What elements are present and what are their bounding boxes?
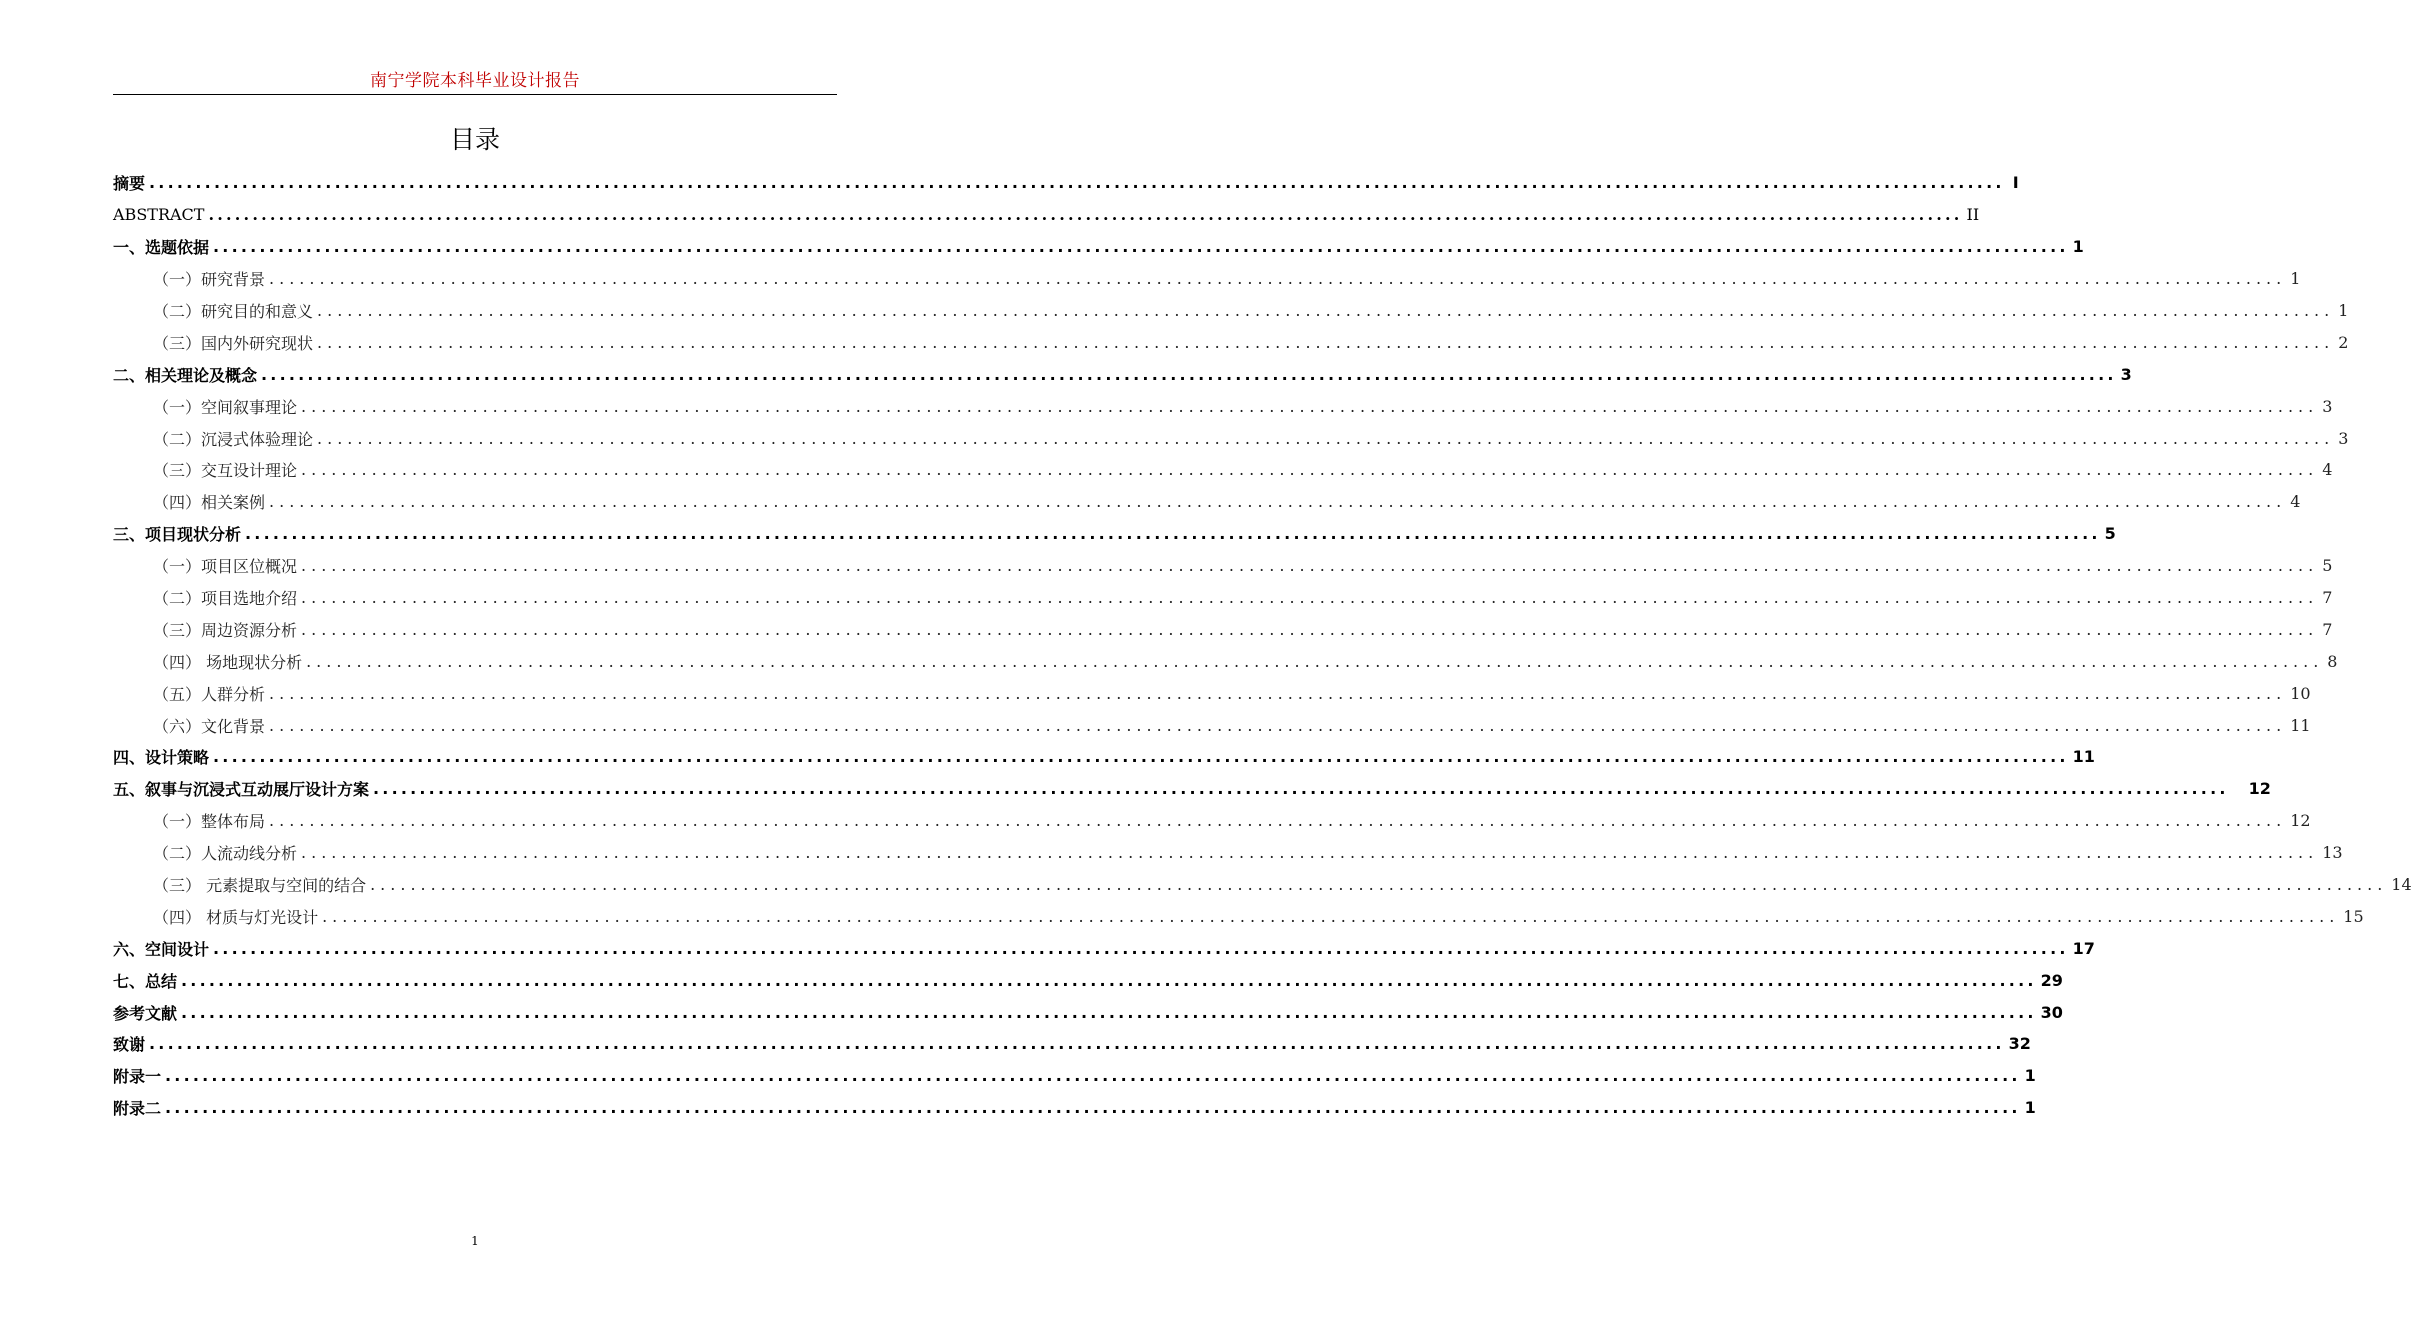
toc-entry-label: （四） 场地现状分析 — [153, 652, 303, 672]
toc-dot-leader: ........................................................................................................................................................................................................ — [165, 1066, 2021, 1086]
toc-entry-page: 1 — [2024, 1098, 2036, 1118]
toc-entry-label: 六、空间设计 — [113, 939, 210, 959]
toc-dot-leader: ........................................................................................................................................................................................................ — [213, 237, 2069, 257]
toc-dot-leader: ........................................................................................................................................................................................................ — [301, 619, 2319, 639]
toc-entry-label: ABSTRACT — [113, 205, 205, 225]
toc-dot-leader: ........................................................................................................................................................................................................ — [269, 811, 2287, 831]
toc-dot-leader: ........................................................................................................................................................................................................ — [245, 524, 2101, 544]
toc-entry[interactable] — [113, 996, 2063, 1028]
toc-entry-page: 4 — [2322, 460, 2333, 480]
toc-entry[interactable] — [113, 167, 2019, 199]
header-divider — [113, 94, 837, 95]
toc-entry-page: 5 — [2322, 556, 2333, 576]
toc-entry[interactable] — [113, 199, 1980, 231]
toc-entry-page: 3 — [2322, 396, 2333, 416]
toc-dot-leader: ........................................................................................................................................................................................................ — [269, 492, 2287, 512]
toc-entry[interactable] — [113, 1060, 2036, 1092]
toc-entry-label: （二）人流动线分析 — [153, 844, 298, 864]
toc-entry-page: 1 — [2024, 1066, 2036, 1086]
toc-dot-leader: ........................................................................................................................................................................................................ — [301, 588, 2319, 608]
toc-entry-page: 3 — [2120, 364, 2132, 384]
toc-entry-page: 1 — [2338, 301, 2349, 320]
toc-entry-label: （六）文化背景 — [153, 716, 266, 736]
toc-entry[interactable] — [113, 869, 2412, 901]
toc-dot-leader: ........................................................................................................................................................................................................ — [208, 205, 1963, 225]
toc-entry-label: （三） 元素提取与空间的结合 — [153, 876, 367, 896]
toc-entry[interactable] — [113, 709, 2311, 741]
toc-dot-leader: ........................................................................................................................................................................................................ — [181, 970, 2037, 990]
toc-entry-label: 参考文献 — [113, 1003, 178, 1023]
toc-entry[interactable] — [113, 231, 2084, 263]
toc-dot-leader: ........................................................................................................................................................................................................ — [301, 460, 2319, 480]
toc-title: 目录 — [449, 125, 500, 154]
toc-dot-leader: ........................................................................................................................................................................................................ — [317, 301, 2335, 320]
toc-dot-leader: ........................................................................................................................................................................................................ — [322, 906, 2340, 926]
toc-entry-page: 2 — [2338, 332, 2349, 352]
toc-entry-page: 7 — [2322, 588, 2333, 608]
toc-dot-leader: ........................................................................................................................................................................................................ — [269, 715, 2287, 735]
toc-entry-label: 五、叙事与沉浸式互动展厅设计方案 — [113, 780, 370, 800]
toc-entry[interactable] — [113, 326, 2349, 358]
toc-entry-label: 附录一 — [113, 1067, 162, 1087]
toc-entry[interactable] — [113, 263, 2301, 295]
toc-entry[interactable] — [113, 613, 2333, 645]
toc-entry[interactable] — [113, 295, 2349, 327]
page-header: 南宁学院本科毕业设计报告 — [370, 71, 580, 91]
toc-entry-label: 一、选题依据 — [113, 238, 210, 258]
toc-entry-page: 8 — [2327, 651, 2338, 671]
toc-dot-leader: ........................................................................................................................................................................................................ — [213, 747, 2069, 767]
toc-entry-page: 10 — [2290, 683, 2311, 703]
toc-entry[interactable] — [113, 837, 2343, 869]
toc-entry-page: 32 — [2008, 1034, 2031, 1054]
toc-entry-page: 29 — [2040, 970, 2063, 990]
toc-entry-label: 附录二 — [113, 1099, 162, 1119]
toc-entry-page: 17 — [2072, 938, 2095, 958]
toc-entry-label: 致谢 — [113, 1035, 146, 1055]
toc-entry-page: 1 — [2290, 269, 2301, 289]
toc-entry[interactable] — [113, 741, 2095, 773]
toc-dot-leader: ........................................................................................................................................................................................................ — [373, 779, 2229, 799]
toc-entry[interactable] — [113, 900, 2364, 932]
toc-entry-page: 14 — [2391, 875, 2412, 895]
toc-entry[interactable] — [113, 390, 2333, 422]
toc-entry-label: （一）项目区位概况 — [153, 557, 298, 577]
toc-entry-label: （四）相关案例 — [153, 493, 266, 513]
toc-entry[interactable] — [113, 677, 2311, 709]
page-number: 1 — [471, 1234, 479, 1248]
toc-dot-leader: ........................................................................................................................................................................................................ — [181, 1002, 2037, 1022]
toc-entry-page: 3 — [2338, 428, 2349, 448]
toc-entry[interactable] — [113, 805, 2311, 837]
toc-entry[interactable] — [113, 454, 2333, 486]
toc-entry-page: 11 — [2290, 715, 2311, 735]
toc-entry-label: （三）周边资源分析 — [153, 620, 298, 640]
toc-entry-page: 1 — [2072, 237, 2084, 257]
toc-entry-page: 12 — [2290, 811, 2311, 831]
toc-entry[interactable] — [113, 486, 2301, 518]
toc-dot-leader: ........................................................................................................................................................................................................ — [269, 269, 2287, 289]
toc-entry[interactable] — [113, 518, 2116, 550]
toc-entry-page: 30 — [2040, 1002, 2063, 1022]
toc-entry-label: 七、总结 — [113, 971, 178, 991]
toc-entry[interactable] — [113, 1092, 2036, 1124]
toc-entry-page: 12 — [2248, 779, 2271, 799]
toc-entry-label: （三）交互设计理论 — [153, 461, 298, 481]
toc-entry-page: 15 — [2343, 906, 2364, 926]
toc-entry-page: 5 — [2104, 524, 2116, 544]
toc-entry-label: 三、项目现状分析 — [113, 525, 242, 545]
toc-dot-leader: ........................................................................................................................................................................................................ — [149, 1034, 2005, 1054]
toc-entry-page: 4 — [2290, 492, 2301, 512]
toc-dot-leader: ........................................................................................................................................................................................................ — [165, 1098, 2021, 1118]
toc-entry-label: 四、设计策略 — [113, 748, 210, 768]
toc-entry-page: 13 — [2322, 843, 2343, 863]
toc-entry[interactable] — [113, 582, 2333, 614]
toc-entry-label: （四） 材质与灯光设计 — [153, 907, 319, 927]
toc-entry[interactable] — [113, 550, 2333, 582]
toc-dot-leader: ........................................................................................................................................................................................................ — [213, 938, 2069, 958]
toc-dot-leader: ........................................................................................................................................................................................................ — [149, 173, 2005, 193]
toc-entry-page: 7 — [2322, 619, 2333, 639]
toc-entry-label: （二）沉浸式体验理论 — [153, 429, 314, 449]
toc-entry-label: （一）整体布局 — [153, 812, 266, 832]
toc-dot-leader: ........................................................................................................................................................................................................ — [269, 683, 2287, 703]
toc-dot-leader: ........................................................................................................................................................................................................ — [301, 556, 2319, 576]
toc-entry-label: （五）人群分析 — [153, 684, 266, 704]
toc-dot-leader: ........................................................................................................................................................................................................ — [301, 843, 2319, 863]
toc-entry[interactable] — [113, 932, 2095, 964]
toc-dot-leader: ........................................................................................................................................................................................................ — [301, 396, 2319, 416]
toc-entry[interactable] — [113, 422, 2349, 454]
toc-entry-page: 11 — [2072, 747, 2095, 767]
toc-dot-leader: ........................................................................................................................................................................................................ — [261, 364, 2117, 384]
toc-entry-label: 摘要 — [113, 174, 146, 194]
toc-entry[interactable] — [113, 964, 2063, 996]
toc-entry[interactable] — [113, 645, 2338, 677]
toc-entry-page: II — [1966, 205, 1980, 225]
toc-entry-label: （二）项目选地介绍 — [153, 589, 298, 609]
toc-dot-leader: ........................................................................................................................................................................................................ — [317, 428, 2335, 448]
toc-dot-leader: ........................................................................................................................................................................................................ — [306, 651, 2324, 671]
table-of-contents — [113, 167, 2412, 1124]
toc-entry-page: I — [2012, 173, 2019, 193]
toc-entry-label: （一）空间叙事理论 — [153, 397, 298, 417]
toc-entry[interactable] — [113, 358, 2132, 390]
toc-entry-label: （三）国内外研究现状 — [153, 333, 314, 353]
toc-entry[interactable] — [113, 1028, 2031, 1060]
toc-entry-label: （二）研究目的和意义 — [153, 302, 314, 321]
toc-entry-label: 二、相关理论及概念 — [113, 365, 258, 385]
toc-dot-leader: ........................................................................................................................................................................................................ — [317, 332, 2335, 352]
toc-entry-label: （一）研究背景 — [153, 270, 266, 290]
toc-entry[interactable] — [113, 773, 2271, 805]
toc-dot-leader: ........................................................................................................................................................................................................ — [370, 875, 2388, 895]
